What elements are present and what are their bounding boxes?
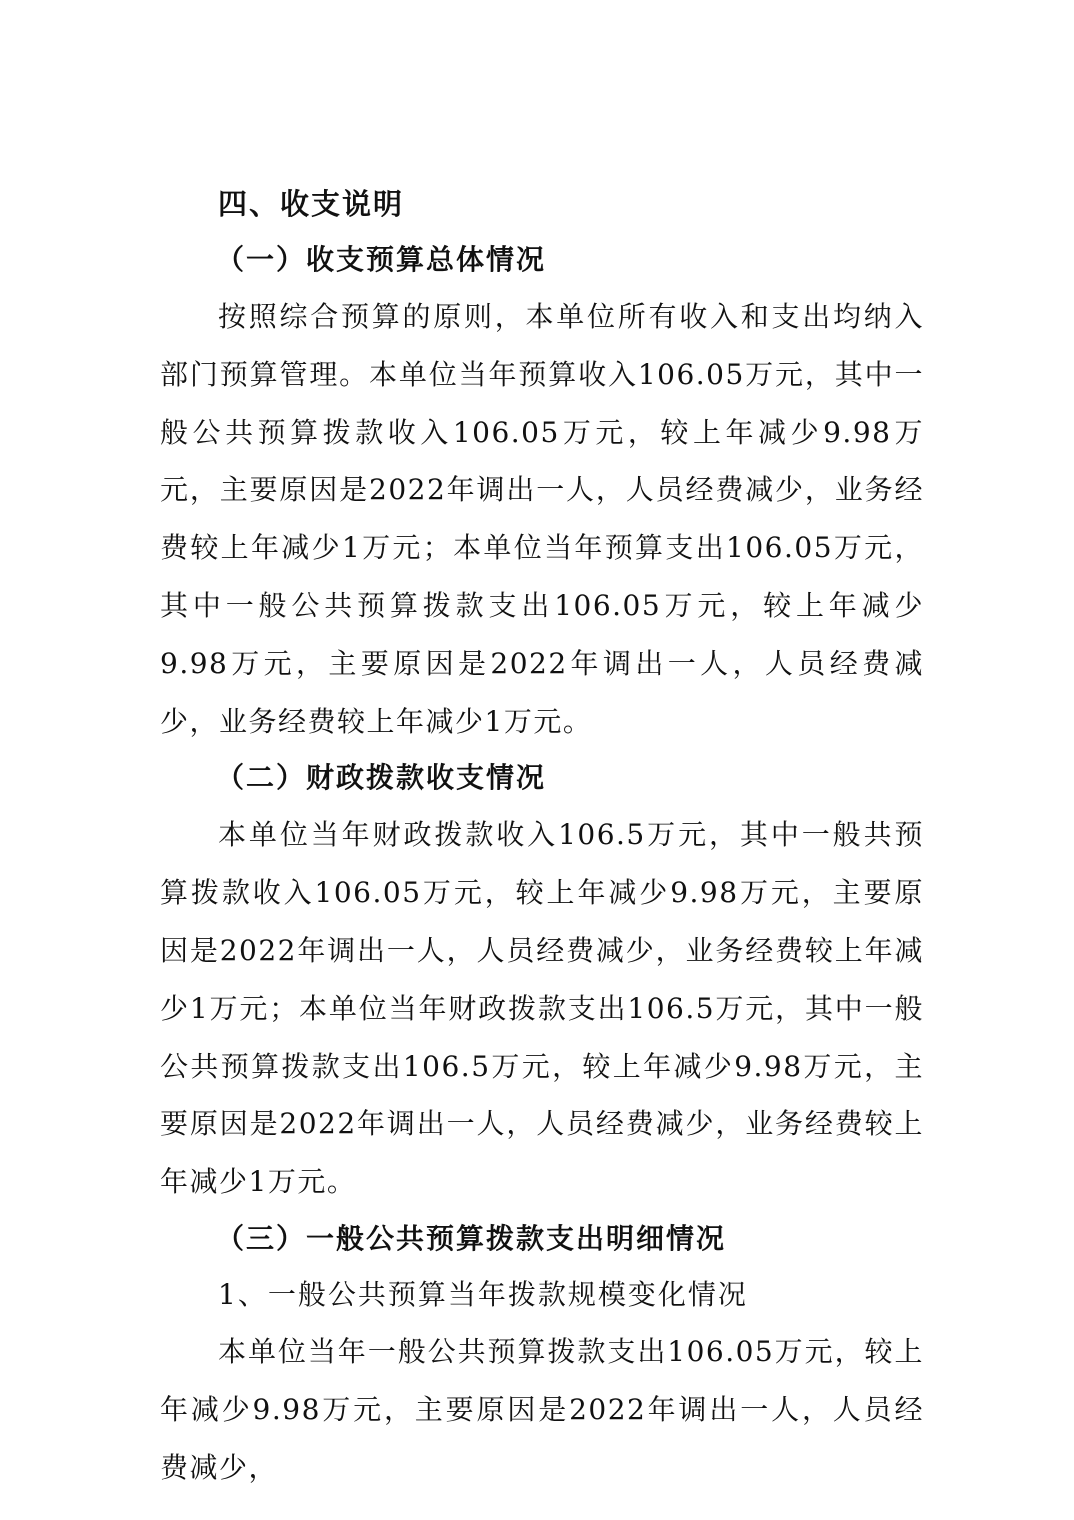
paragraph-fiscal-appropriation: 本单位当年财政拨款收入106.5万元，其中一般共预算拨款收入106.05万元，较上年减少9.98万元，主要原因是2022年调出一人，人员经费减少，业务经费较上年减少1万元；本单位当年财政拨款支出106.5万元，其中一般公共预算拨款支出106.5万元，较上年减少9.98万元，主要原因是2022年调出一人，人员经费减少，业务经费较上年减少1万元。 [160,818,924,1199]
subsection-title-general-public-budget: （三）一般公共预算拨款支出明细情况 [216,1221,727,1255]
paragraph-general-public-budget: 本单位当年一般公共预算拨款支出106.05万元，较上年减少9.98万元，主要原因是2022年调出一人，人员经费减少， [160,1334,924,1484]
section-title: 四、收支说明 [218,187,405,221]
document-body [160,176,924,1496]
list-item-scale-change: 1、一般公共预算当年拨款规模变化情况 [218,1277,748,1311]
subsection-title-fiscal-appropriation: （二）财政拨款收支情况 [216,761,547,795]
subsection-title-overall-budget: （一）收支预算总体情况 [216,243,547,276]
paragraph-overall-budget: 按照综合预算的原则，本单位所有收入和支出均纳入部门预算管理。本单位当年预算收入106.05万元，其中一般公共预算拨款收入106.05万元，较上年减少9.98万元，主要原因是2022年调出一人，人员经费减少，业务经费较上年减少1万元；本单位当年预算支出106.05万元，其中一般公共预算拨款支出106.05万元，较上年减少9.98万元，主要原因是2022年调出一人，人员经费减少，业务经费较上年减少1万元。 [160,300,924,738]
